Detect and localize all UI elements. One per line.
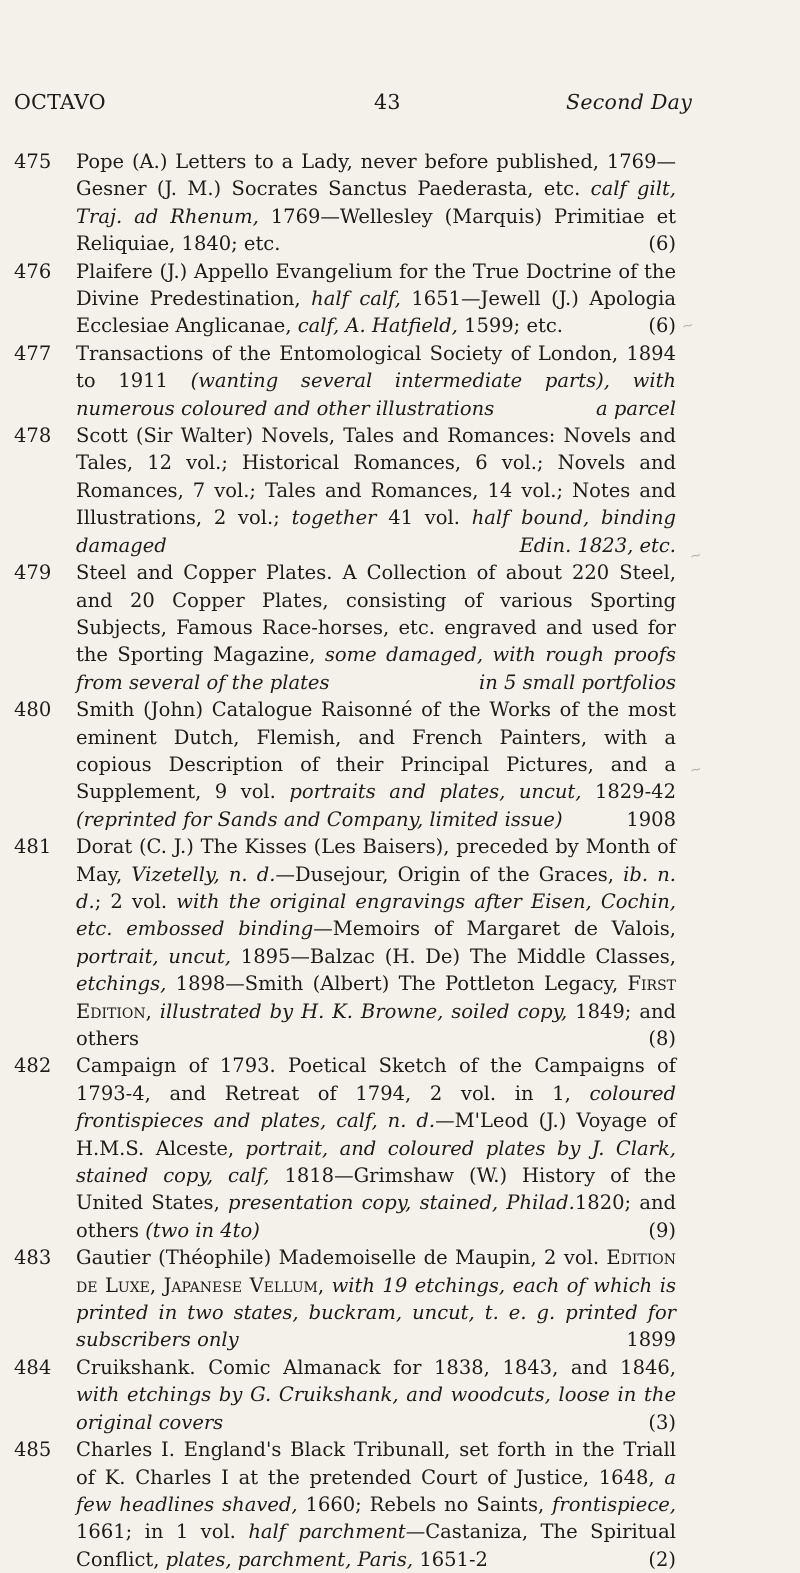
lot-text-segment: calf gilt, Traj. ad Rhenum, <box>76 177 676 228</box>
lot-text-segment: plates, parchment, Paris, <box>165 1547 414 1571</box>
lot-entry <box>14 1436 794 1573</box>
lot-entry <box>14 559 794 696</box>
page-number: 43 <box>374 90 401 114</box>
lot-text-segment: some damaged, with rough proofs from several of the plates <box>76 643 676 694</box>
handwritten-annotation-mark: ~ <box>680 316 696 336</box>
lot-text-segment: 1651—Jewell (J.) Apologia Ecclesiae Anglicanae, <box>76 287 676 338</box>
lot-text-segment: portrait, and coloured plates by J. Clark, stained copy, calf, <box>76 1136 676 1188</box>
lot-entry <box>14 696 794 833</box>
lot-text-segment: a few headlines shaved, <box>76 1465 676 1516</box>
lot-text-segment: 1895—Balzac (H. De) The Middle Classes, <box>231 944 676 968</box>
lot-text-segment: 1818—Grimshaw (W.) History of the United States, <box>76 1164 676 1215</box>
lot-number: 481 <box>14 835 52 859</box>
lot-entry <box>14 148 794 258</box>
lot-text-segment: portrait, uncut, <box>76 944 232 968</box>
lot-text-segment: —M'Leod (J.) Voyage of H.M.S. Alceste, <box>76 1109 676 1160</box>
lot-text-segment: presentation copy, stained, Philad. <box>228 1191 575 1215</box>
lot-entry <box>14 1052 794 1244</box>
lot-text-segment: (wanting several intermediate parts), with numerous coloured and other illustrations <box>76 369 676 420</box>
lot-quantity: (3) <box>648 1410 676 1434</box>
lot-quantity: a parcel <box>596 396 676 420</box>
lot-text-segment: —Dusejour, Origin of the Graces, <box>275 862 624 886</box>
lot-text-segment: Cruikshank. Comic Almanack for 1838, 1843, and 1846, <box>76 1355 676 1379</box>
lot-text-segment: 1660; Rebels no Saints, <box>297 1492 553 1516</box>
lot-entry <box>14 258 794 340</box>
lot-entry <box>14 833 794 1052</box>
lot-number: 484 <box>14 1355 52 1379</box>
lot-text-segment: etchings, <box>76 972 167 996</box>
lot-text-segment: with 19 etchings, each of which is printed in two states, buckram, uncut, t. e. g. printed for subscribers only <box>76 1273 677 1352</box>
lot-text-segment: illustrated by H. K. Browne, soiled copy, <box>159 999 568 1023</box>
lot-number: 482 <box>14 1054 52 1078</box>
lot-text-segment: ; 2 vol. <box>94 889 177 913</box>
lot-description <box>76 696 676 833</box>
lot-text-segment: 1898—Smith (Albert) The Pottleton Legacy, <box>166 972 628 996</box>
lot-number: 475 <box>14 150 52 173</box>
lot-quantity: (8) <box>648 1027 676 1050</box>
lot-text-segment: Plaifere (J.) Appello Evangelium for the True Doctrine of the Divine Predestination, <box>76 259 676 311</box>
lot-text-segment: Dorat (C. J.) The Kisses (Les Baisers), preceded by Month of May, <box>76 835 676 886</box>
lot-quantity: (6) <box>648 232 676 256</box>
lot-text-segment: half calf, <box>311 287 401 311</box>
lot-entry <box>14 1244 794 1354</box>
running-head-format: OCTAVO <box>14 90 106 114</box>
lot-entry <box>14 422 794 559</box>
lot-quantity: (2) <box>648 1547 676 1571</box>
lot-text-segment <box>152 1000 160 1023</box>
lot-text-segment: Gautier (Théophile) Mademoiselle de Maupin, 2 vol. <box>76 1246 607 1270</box>
running-head-day: Second Day <box>566 90 693 114</box>
lot-number: 485 <box>14 1438 52 1462</box>
lot-text-segment: frontispiece, <box>552 1492 676 1516</box>
lot-entry <box>14 340 794 422</box>
lot-text-segment: 1820; and others <box>76 1191 677 1242</box>
lot-text-segment: Charles I. England's Black Tribunall, set forth in the Triall of K. Charles I at the pretended Court of Justice, 1648, <box>76 1438 676 1489</box>
lot-quantity: in 5 small portfolios <box>479 670 676 694</box>
lot-description <box>76 422 676 559</box>
lot-text-segment: Vizetelly, n. d. <box>131 862 276 886</box>
lot-description <box>76 833 676 1052</box>
lot-description <box>76 1436 676 1573</box>
lot-entry <box>14 1354 794 1436</box>
lot-text-segment: with etchings by G. Cruikshank, and woodcuts, loose in the original covers <box>76 1383 676 1434</box>
lot-text-segment: calf, A. Hatfield, <box>297 314 458 338</box>
lot-number: 476 <box>14 259 52 283</box>
lot-list <box>14 148 794 1573</box>
lot-text-segment: 1651-2 <box>413 1547 488 1571</box>
lot-text-segment: Smith (John) Catalogue Raisonné of the Works of the most eminent Dutch, Flemish, and French Painters, with a copious Description of their Principal Pictures, and a Supplement, 9 vol. <box>76 698 676 804</box>
lot-text-segment: with the original engravings after Eisen, Cochin, etc. embossed binding <box>76 889 677 941</box>
lot-text-segment: (two in 4to) <box>145 1218 260 1242</box>
lot-description <box>76 1354 676 1436</box>
lot-description <box>76 148 676 258</box>
lot-description <box>76 1052 676 1244</box>
lot-description <box>76 559 676 696</box>
lot-text-segment: Pope (A.) Letters to a Lady, never before published, 1769—Gesner (J. M.) Socrates Sanctus Paederasta, etc. <box>76 150 676 201</box>
lot-quantity: (9) <box>648 1218 676 1242</box>
lot-text-segment: 1599; etc. <box>457 314 563 338</box>
lot-text-segment: 1849; and others <box>76 999 676 1050</box>
lot-quantity: (6) <box>648 314 676 338</box>
lot-description <box>76 340 676 422</box>
lot-text-segment: First Edition, <box>76 972 676 1023</box>
lot-text-segment <box>324 1274 332 1297</box>
lot-quantity: 1908 <box>626 807 676 831</box>
lot-description <box>76 258 676 340</box>
page-header <box>0 90 800 120</box>
lot-text-segment: 1661; in 1 vol. <box>76 1520 249 1544</box>
handwritten-annotation-mark: ~ <box>688 760 704 780</box>
lot-text-segment: portraits and plates, uncut, <box>289 780 582 804</box>
lot-text-segment: Edition de Luxe, Japanese Vellum, <box>76 1246 676 1297</box>
lot-text-segment: —Memoirs of Margaret de Valois, <box>313 917 676 941</box>
lot-text-segment: Transactions of the Entomological Society of London, 1894 to 1911 <box>76 341 676 393</box>
lot-text-segment: Campaign of 1793. Poetical Sketch of the Campaigns of 1793-4, and Retreat of 1794, 2 vol. in 1, <box>76 1054 676 1105</box>
lot-text-segment: —Castaniza, The Spiritual Conflict, <box>76 1520 676 1571</box>
lot-text-segment: half parchment <box>248 1520 406 1544</box>
lot-text-segment: together <box>291 506 377 530</box>
lot-text-segment: half bound, binding damaged <box>76 506 676 557</box>
lot-text-segment: 1769—Wellesley (Marquis) Primitiae et Reliquiae, 1840; etc. <box>76 204 676 256</box>
lot-number: 477 <box>14 341 52 365</box>
lot-number: 480 <box>14 698 52 722</box>
lot-description <box>76 1244 676 1354</box>
lot-text-segment: Steel and Copper Plates. A Collection of about 220 Steel, and 20 Copper Plates, consisting of various Sporting Subjects, Famous Race-horses, etc. engraved and used for the Sporting Magazine, <box>76 561 676 667</box>
lot-number: 483 <box>14 1246 52 1270</box>
lot-quantity: 1899 <box>626 1328 676 1352</box>
lot-text-segment: ib. n. d. <box>76 862 676 913</box>
lot-number: 479 <box>14 561 52 585</box>
lot-quantity: Edin. 1823, etc. <box>519 533 676 557</box>
lot-text-segment: coloured frontispieces and plates, calf, n. d. <box>76 1081 676 1133</box>
lot-number: 478 <box>14 424 52 448</box>
lot-text-segment: 1829-42 <box>581 780 676 804</box>
lot-text-segment: 41 vol. <box>376 506 472 530</box>
lot-text-segment: (reprinted for Sands and Company, limited issue) <box>76 807 563 831</box>
handwritten-annotation-mark: ~ <box>688 546 704 566</box>
lot-text-segment: Scott (Sir Walter) Novels, Tales and Romances: Novels and Tales, 12 vol.; Historical Romances, 6 vol.; Novels and Romances, 7 vol.; Tales and Romances, 14 vol.; Notes and Illustrations, 2 vol.; <box>76 424 676 530</box>
